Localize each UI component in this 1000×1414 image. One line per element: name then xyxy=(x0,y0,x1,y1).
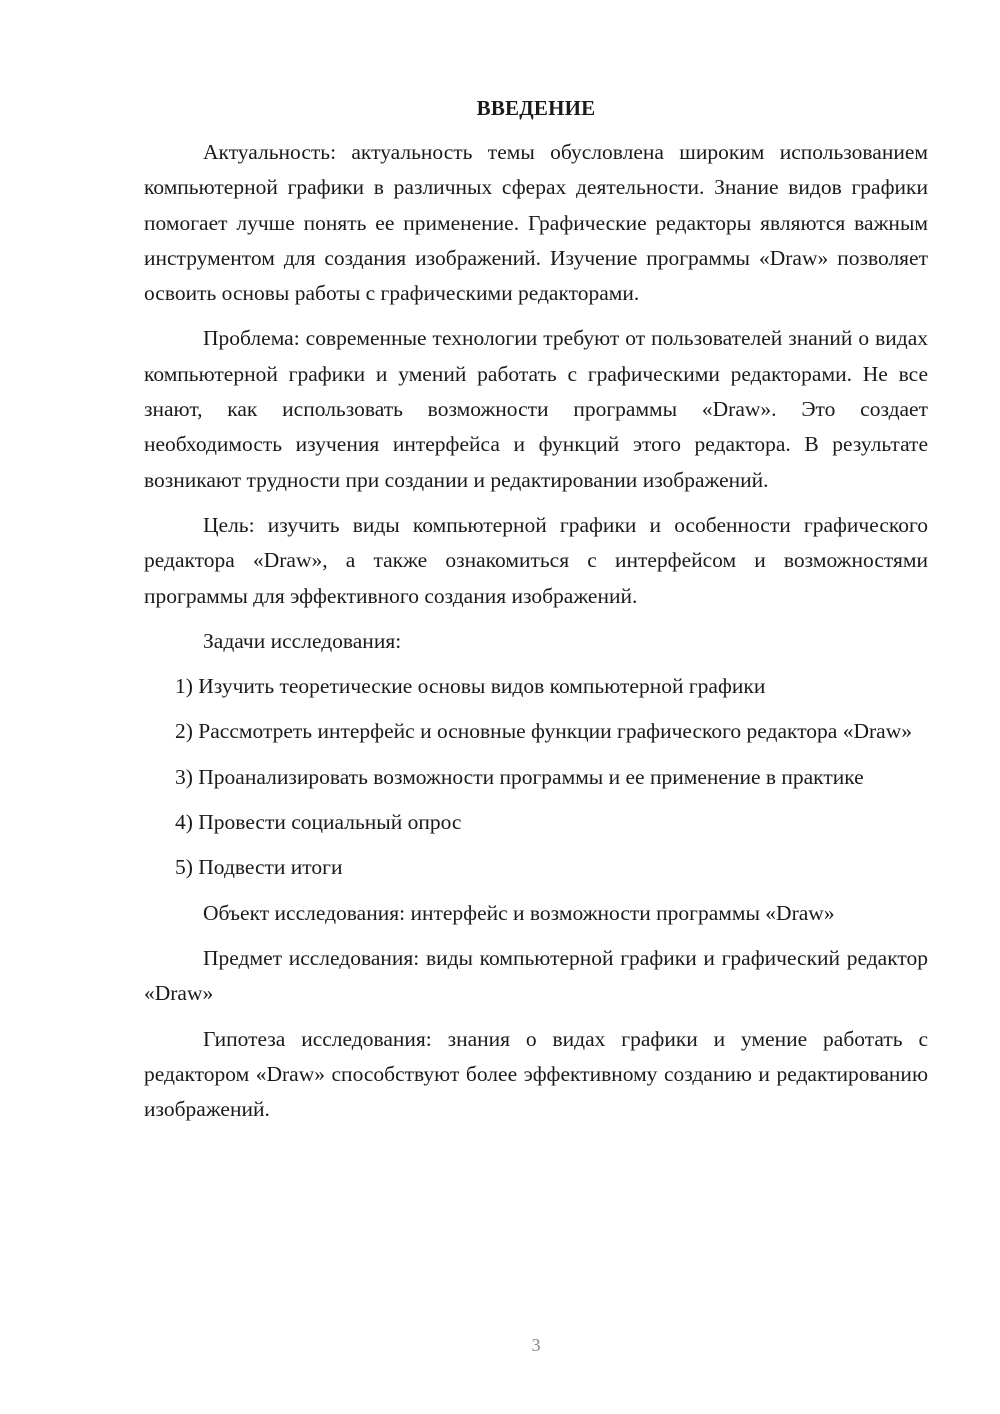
page-number: 3 xyxy=(531,1335,541,1355)
paragraph-relevance: Актуальность: актуальность темы обусловлена широким использованием компьютерной графики в различных сферах деятельности. Знание видов графики помогает лучше понять ее применение. Графические редакторы являются важным инструментом для создания изображений. Изучение программы «Draw» позволяет освоить основы работы с графическими редакторами. xyxy=(144,140,928,306)
section-heading: ВВЕДЕНИЕ xyxy=(476,96,596,120)
document-page xyxy=(144,94,928,1137)
paragraph-subject: Предмет исследования: виды компьютерной графики и графический редактор «Draw» xyxy=(144,945,928,1006)
paragraph-object: Объект исследования: интерфейс и возможности программы «Draw» xyxy=(203,900,835,925)
paragraph-goal: Цель: изучить виды компьютерной графики и особенности графического редактора «Draw», а также ознакомиться с интерфейсом и возможностями программы для эффективного создания изображений. xyxy=(144,512,928,608)
task-item: 4) Провести социальный опрос xyxy=(175,810,462,835)
paragraph-tasks-title: Задачи исследования: xyxy=(203,628,402,653)
task-item: 1) Изучить теоретические основы видов компьютерной графики xyxy=(175,674,766,699)
paragraph-hypothesis: Гипотеза исследования: знания о видах графики и умение работать с редактором «Draw» способствуют более эффективному созданию и редактированию изображений. xyxy=(144,1026,928,1122)
paragraph-problem: Проблема: современные технологии требуют от пользователей знаний о видах компьютерной графики и умений работать с графическими редакторами. Не все знают, как использовать возможности программы «Draw». Это создает необходимость изучения интерфейса и функций этого редактора. В результате возникают трудности при создании и редактировании изображений. xyxy=(144,326,928,492)
task-item: 5) Подвести итоги xyxy=(175,855,343,880)
task-item: 3) Проанализировать возможности программы и ее применение в практике xyxy=(175,764,864,789)
task-item: 2) Рассмотреть интерфейс и основные функции графического редактора «Draw» xyxy=(175,719,912,744)
